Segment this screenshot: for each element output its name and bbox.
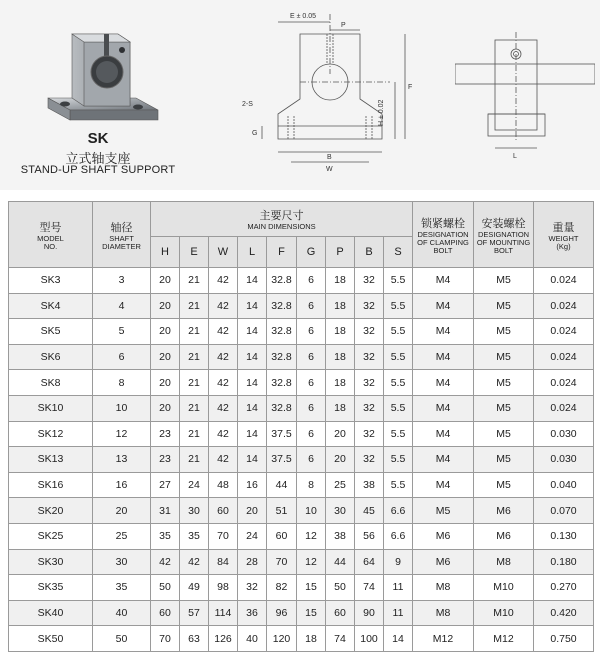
cell-model: SK4 [9,293,93,319]
cell-l: 16 [238,472,267,498]
cell-clamping-bolt: M6 [413,523,474,549]
cell-s: 5.5 [384,421,413,447]
cell-weight: 0.070 [534,498,594,524]
cell-s: 6.6 [384,498,413,524]
cell-g: 15 [297,600,326,626]
cell-f: 37.5 [267,447,297,473]
cell-h: 35 [151,523,180,549]
header-main-dimensions: 主要尺寸 MAIN DIMENSIONS [151,202,413,237]
cell-w: 42 [209,370,238,396]
cell-shaft-diameter: 25 [93,523,151,549]
cell-shaft-diameter: 4 [93,293,151,319]
cell-f: 96 [267,600,297,626]
cell-model: SK8 [9,370,93,396]
cell-weight: 0.024 [534,319,594,345]
table-row [9,293,594,319]
cell-g: 6 [297,370,326,396]
cell-clamping-bolt: M12 [413,626,474,652]
cell-s: 5.5 [384,319,413,345]
cell-f: 82 [267,575,297,601]
cell-w: 126 [209,626,238,652]
cell-l: 14 [238,421,267,447]
cell-g: 6 [297,447,326,473]
cell-b: 64 [355,549,384,575]
dim-label-g: G [252,130,258,137]
header-dim-p: P [326,237,355,268]
cell-w: 70 [209,523,238,549]
cell-b: 32 [355,395,384,421]
cell-h: 60 [151,600,180,626]
table-row [9,600,594,626]
cell-p: 18 [326,395,355,421]
cell-clamping-bolt: M4 [413,293,474,319]
cell-model: SK3 [9,268,93,294]
cell-weight: 0.024 [534,395,594,421]
cell-g: 12 [297,549,326,575]
cell-h: 50 [151,575,180,601]
header-dim-l: L [238,237,267,268]
dim-label-l: L [513,153,517,160]
dim-label-h: H ± 0.02 [378,99,385,126]
cell-clamping-bolt: M4 [413,268,474,294]
cell-p: 50 [326,575,355,601]
cell-g: 12 [297,523,326,549]
dim-label-w: W [326,166,333,173]
cell-shaft-diameter: 50 [93,626,151,652]
cell-g: 6 [297,344,326,370]
cell-w: 42 [209,344,238,370]
cell-e: 21 [180,447,209,473]
cell-mounting-bolt: M5 [474,319,534,345]
table-row [9,421,594,447]
cell-shaft-diameter: 40 [93,600,151,626]
cell-s: 5.5 [384,344,413,370]
cell-weight: 0.024 [534,344,594,370]
cell-w: 98 [209,575,238,601]
cell-mounting-bolt: M6 [474,498,534,524]
cell-s: 5.5 [384,472,413,498]
cell-clamping-bolt: M4 [413,344,474,370]
cell-h: 20 [151,344,180,370]
cell-l: 36 [238,600,267,626]
cell-h: 31 [151,498,180,524]
header-clamping-bolt: 锁紧螺栓 DESIGNATION OF CLAMPING BOLT [413,202,474,268]
cell-w: 48 [209,472,238,498]
header-dim-s: S [384,237,413,268]
cell-mounting-bolt: M8 [474,549,534,575]
cell-p: 18 [326,319,355,345]
header-model: 型号 MODEL NO. [9,202,93,268]
table-body [9,268,594,652]
cell-w: 42 [209,421,238,447]
cell-mounting-bolt: M5 [474,370,534,396]
table-row [9,523,594,549]
cell-l: 14 [238,268,267,294]
cell-s: 5.5 [384,395,413,421]
cell-e: 21 [180,268,209,294]
cell-l: 14 [238,319,267,345]
cell-p: 20 [326,421,355,447]
cell-weight: 0.040 [534,472,594,498]
cell-w: 60 [209,498,238,524]
cell-p: 18 [326,293,355,319]
cell-f: 37.5 [267,421,297,447]
cell-p: 18 [326,268,355,294]
cell-f: 32.8 [267,319,297,345]
cell-clamping-bolt: M4 [413,421,474,447]
cell-l: 14 [238,447,267,473]
cell-b: 32 [355,319,384,345]
cell-b: 32 [355,370,384,396]
cell-b: 90 [355,600,384,626]
cell-l: 14 [238,395,267,421]
cell-p: 74 [326,626,355,652]
cell-s: 6.6 [384,523,413,549]
cell-model: SK12 [9,421,93,447]
cell-g: 6 [297,293,326,319]
table-row [9,549,594,575]
cell-clamping-bolt: M8 [413,575,474,601]
product-title: SK [87,130,109,147]
cell-e: 21 [180,395,209,421]
cell-g: 8 [297,472,326,498]
header-mounting-bolt: 安装螺栓 DESIGNATION OF MOUNTING BOLT [474,202,534,268]
cell-h: 27 [151,472,180,498]
cell-shaft-diameter: 10 [93,395,151,421]
cell-g: 6 [297,421,326,447]
cell-weight: 0.024 [534,370,594,396]
cell-e: 21 [180,421,209,447]
cell-shaft-diameter: 8 [93,370,151,396]
cell-mounting-bolt: M12 [474,626,534,652]
cell-mounting-bolt: M5 [474,421,534,447]
cell-h: 20 [151,293,180,319]
cell-l: 14 [238,344,267,370]
cell-weight: 0.270 [534,575,594,601]
cell-f: 60 [267,523,297,549]
cell-e: 21 [180,319,209,345]
table-row [9,626,594,652]
cell-mounting-bolt: M5 [474,395,534,421]
cell-g: 6 [297,319,326,345]
cell-f: 32.8 [267,395,297,421]
cell-model: SK20 [9,498,93,524]
cell-f: 51 [267,498,297,524]
table-row [9,472,594,498]
cell-f: 70 [267,549,297,575]
cell-g: 6 [297,395,326,421]
table-row [9,344,594,370]
table-row [9,370,594,396]
cell-mounting-bolt: M5 [474,472,534,498]
cell-shaft-diameter: 13 [93,447,151,473]
cell-shaft-diameter: 12 [93,421,151,447]
cell-b: 74 [355,575,384,601]
cell-l: 20 [238,498,267,524]
table-row [9,319,594,345]
dim-label-p: P [341,22,346,29]
front-view-drawing [240,4,440,184]
cell-mounting-bolt: M6 [474,523,534,549]
cell-model: SK13 [9,447,93,473]
cell-f: 32.8 [267,293,297,319]
header-dim-f: F [267,237,297,268]
cell-p: 25 [326,472,355,498]
cell-p: 18 [326,370,355,396]
cell-s: 14 [384,626,413,652]
cell-w: 42 [209,447,238,473]
cell-g: 10 [297,498,326,524]
cell-clamping-bolt: M4 [413,319,474,345]
cell-model: SK16 [9,472,93,498]
cell-clamping-bolt: M5 [413,498,474,524]
cell-mounting-bolt: M5 [474,293,534,319]
cell-shaft-diameter: 5 [93,319,151,345]
cell-b: 32 [355,268,384,294]
cell-h: 23 [151,447,180,473]
cell-w: 42 [209,395,238,421]
header-shaft-diameter: 轴径 SHAFT DIAMETER [93,202,151,268]
cell-p: 44 [326,549,355,575]
cell-weight: 0.420 [534,600,594,626]
cell-model: SK50 [9,626,93,652]
cell-shaft-diameter: 3 [93,268,151,294]
cell-s: 5.5 [384,447,413,473]
cell-e: 49 [180,575,209,601]
cell-b: 100 [355,626,384,652]
cell-clamping-bolt: M4 [413,472,474,498]
cell-l: 32 [238,575,267,601]
header-dim-w: W [209,237,238,268]
cell-model: SK6 [9,344,93,370]
cell-w: 42 [209,293,238,319]
cell-h: 70 [151,626,180,652]
table-row [9,447,594,473]
cell-s: 11 [384,575,413,601]
cell-p: 60 [326,600,355,626]
header-dim-b: B [355,237,384,268]
cell-mounting-bolt: M5 [474,447,534,473]
cell-l: 24 [238,523,267,549]
cell-f: 32.8 [267,344,297,370]
cell-p: 38 [326,523,355,549]
cell-w: 42 [209,268,238,294]
cell-model: SK5 [9,319,93,345]
cell-h: 23 [151,421,180,447]
product-block [8,6,188,176]
cell-model: SK25 [9,523,93,549]
cell-b: 45 [355,498,384,524]
table-row [9,395,594,421]
cell-e: 57 [180,600,209,626]
cell-w: 84 [209,549,238,575]
cell-shaft-diameter: 30 [93,549,151,575]
cell-f: 44 [267,472,297,498]
header-panel [0,0,600,190]
cell-p: 30 [326,498,355,524]
cell-model: SK35 [9,575,93,601]
cell-clamping-bolt: M4 [413,447,474,473]
cell-mounting-bolt: M10 [474,575,534,601]
cell-model: SK10 [9,395,93,421]
cell-p: 18 [326,344,355,370]
cell-w: 42 [209,319,238,345]
cell-f: 120 [267,626,297,652]
header-dim-h: H [151,237,180,268]
cell-s: 9 [384,549,413,575]
cell-weight: 0.180 [534,549,594,575]
cell-shaft-diameter: 16 [93,472,151,498]
cell-l: 40 [238,626,267,652]
cell-h: 20 [151,268,180,294]
cell-e: 35 [180,523,209,549]
cell-shaft-diameter: 35 [93,575,151,601]
cell-e: 24 [180,472,209,498]
cell-clamping-bolt: M8 [413,600,474,626]
dim-label-s: 2-S [242,101,253,108]
header-weight: 重量 WEIGHT (Kg) [534,202,594,268]
cell-weight: 0.030 [534,421,594,447]
cell-h: 20 [151,319,180,345]
cell-h: 20 [151,370,180,396]
cell-weight: 0.750 [534,626,594,652]
cell-b: 32 [355,421,384,447]
table-row [9,268,594,294]
cell-b: 56 [355,523,384,549]
cell-mounting-bolt: M10 [474,600,534,626]
cell-g: 6 [297,268,326,294]
dim-label-e: E ± 0.05 [290,13,317,20]
cell-mounting-bolt: M5 [474,268,534,294]
cell-e: 21 [180,293,209,319]
cell-weight: 0.024 [534,293,594,319]
cell-clamping-bolt: M6 [413,549,474,575]
cell-f: 32.8 [267,268,297,294]
cell-s: 11 [384,600,413,626]
cell-g: 18 [297,626,326,652]
cell-shaft-diameter: 20 [93,498,151,524]
shaft-support-image [8,6,188,128]
cell-e: 30 [180,498,209,524]
cell-f: 32.8 [267,370,297,396]
cell-b: 38 [355,472,384,498]
product-name-cn: 立式轴支座 [65,151,131,166]
table-row [9,498,594,524]
cell-p: 20 [326,447,355,473]
cell-h: 20 [151,395,180,421]
cell-shaft-diameter: 6 [93,344,151,370]
cell-e: 63 [180,626,209,652]
cell-w: 114 [209,600,238,626]
dim-label-b: B [327,154,332,161]
cell-b: 32 [355,293,384,319]
cell-clamping-bolt: M4 [413,370,474,396]
cell-g: 15 [297,575,326,601]
cell-b: 32 [355,447,384,473]
cell-s: 5.5 [384,268,413,294]
cell-weight: 0.024 [534,268,594,294]
header-dim-g: G [297,237,326,268]
cell-l: 28 [238,549,267,575]
cell-mounting-bolt: M5 [474,344,534,370]
product-name-en: STAND-UP SHAFT SUPPORT [20,164,176,176]
cell-e: 42 [180,549,209,575]
specification-table [8,201,594,652]
cell-e: 21 [180,344,209,370]
cell-l: 14 [238,293,267,319]
cell-clamping-bolt: M4 [413,395,474,421]
cell-s: 5.5 [384,370,413,396]
cell-model: SK40 [9,600,93,626]
cell-l: 14 [238,370,267,396]
side-view-drawing [455,20,595,170]
cell-e: 21 [180,370,209,396]
cell-weight: 0.130 [534,523,594,549]
cell-b: 32 [355,344,384,370]
header-dim-e: E [180,237,209,268]
dim-label-f: F [408,84,413,91]
cell-h: 42 [151,549,180,575]
cell-model: SK30 [9,549,93,575]
cell-s: 5.5 [384,293,413,319]
cell-weight: 0.030 [534,447,594,473]
table-row [9,575,594,601]
